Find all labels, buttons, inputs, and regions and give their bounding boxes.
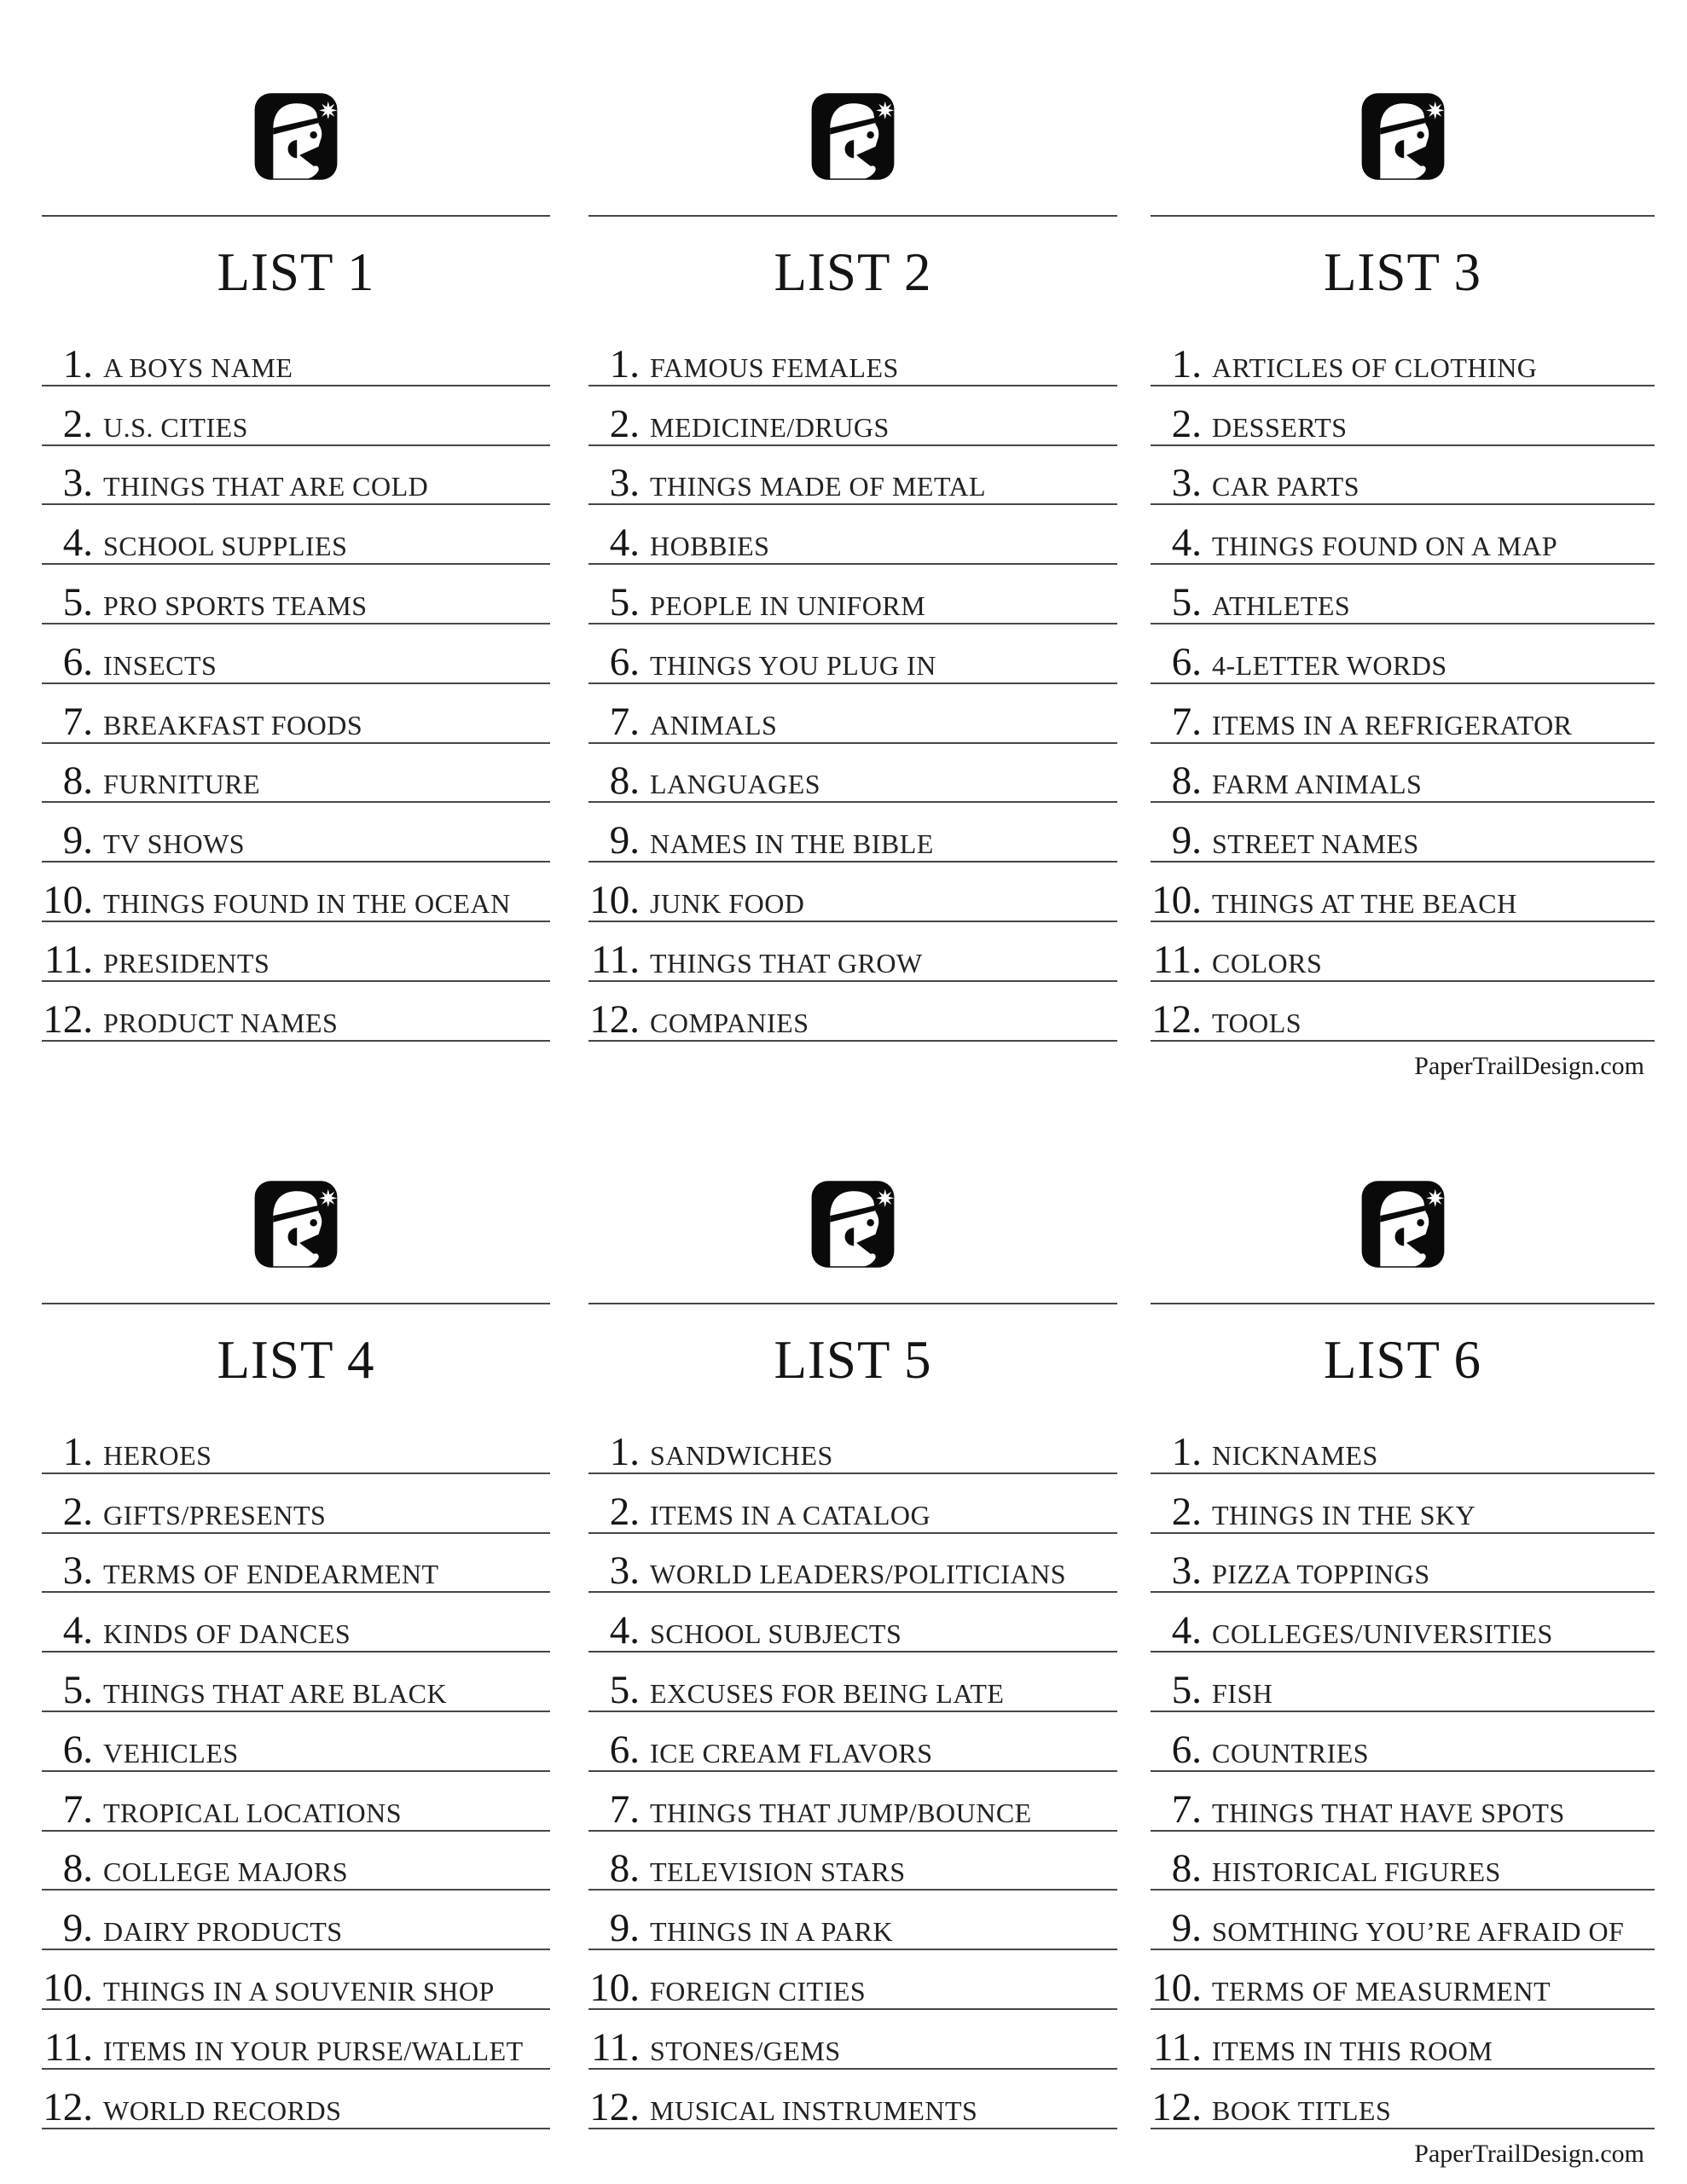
item-label: TOOLS — [1212, 1007, 1302, 1038]
item-number: 12. — [589, 996, 640, 1042]
list-item — [1151, 684, 1655, 744]
item-number: 12. — [1151, 996, 1202, 1042]
item-number: 11. — [590, 937, 640, 982]
item-number: 4. — [62, 520, 93, 566]
item-number: 12. — [1151, 2084, 1202, 2129]
item-label: KINDS OF DANCES — [103, 1618, 351, 1650]
list-item — [588, 1950, 1117, 2010]
list-card-3 — [1151, 0, 1655, 1081]
item-number: 9. — [609, 1906, 640, 1951]
list-item — [588, 1414, 1117, 1474]
item-number: 8. — [1171, 1846, 1202, 1891]
item-number: 1. — [62, 341, 93, 386]
list-item — [42, 2070, 550, 2129]
list-item — [1151, 2070, 1655, 2129]
item-label: WORLD RECORDS — [103, 2094, 342, 2126]
item-label: TELEVISION STARS — [650, 1856, 906, 1888]
item-label: DAIRY PRODUCTS — [103, 1916, 343, 1948]
item-number: 7. — [1171, 1786, 1202, 1832]
list-item — [42, 1414, 550, 1474]
item-number: 4. — [1171, 1608, 1202, 1653]
item-number: 7. — [609, 1786, 640, 1832]
list-item — [42, 1534, 550, 1594]
list-item — [42, 744, 550, 804]
list-item — [588, 2070, 1117, 2129]
list-item — [1151, 744, 1655, 804]
item-number: 4. — [1171, 520, 1202, 566]
item-number: 11. — [590, 2024, 640, 2070]
item-label: HISTORICAL FIGURES — [1212, 1856, 1501, 1888]
item-label: BREAKFAST FOODS — [103, 709, 363, 741]
item-number: 6. — [62, 639, 93, 684]
list-item — [1151, 386, 1655, 446]
list-items — [588, 327, 1117, 1042]
list-item — [42, 1474, 550, 1534]
list-item — [1151, 803, 1655, 863]
scattergories-face-logo-icon — [1353, 85, 1453, 188]
list-item — [588, 386, 1117, 446]
item-label: THINGS MADE OF METAL — [650, 471, 987, 502]
list-item — [1151, 446, 1655, 506]
divider-line — [588, 1303, 1117, 1304]
logo-wrap — [588, 85, 1117, 188]
item-label: TV SHOWS — [103, 828, 246, 860]
item-label: THINGS IN A SOUVENIR SHOP — [103, 1975, 495, 2007]
item-number: 11. — [43, 2024, 93, 2070]
item-number: 10. — [1151, 1965, 1202, 2010]
item-number: 4. — [62, 1608, 93, 1653]
list-item — [1151, 1593, 1655, 1653]
list-item — [1151, 1712, 1655, 1772]
item-number: 10. — [1151, 877, 1202, 922]
item-label: THINGS FOUND IN THE OCEAN — [103, 887, 511, 919]
item-number: 9. — [1171, 1906, 1202, 1951]
list-item — [588, 982, 1117, 1042]
item-number: 4. — [609, 1608, 640, 1653]
item-number: 2. — [62, 401, 93, 446]
list-item — [1151, 1772, 1655, 1832]
list-item — [42, 982, 550, 1042]
item-label: MEDICINE/DRUGS — [650, 411, 890, 443]
list-item — [1151, 327, 1655, 386]
list-item — [42, 1712, 550, 1772]
item-number: 1. — [609, 341, 640, 386]
item-number: 5. — [62, 1667, 93, 1712]
list-items — [42, 1414, 550, 2129]
item-label: THINGS THAT HAVE SPOTS — [1212, 1797, 1565, 1828]
item-label: ITEMS IN A CATALOG — [650, 1499, 931, 1531]
item-label: COLLEGE MAJORS — [103, 1856, 349, 1888]
list-item — [1151, 1414, 1655, 1474]
list-item — [588, 565, 1117, 624]
item-label: NICKNAMES — [1212, 1439, 1378, 1471]
list-item — [42, 1832, 550, 1891]
item-number: 6. — [609, 1727, 640, 1772]
item-label: EXCUSES FOR BEING LATE — [650, 1677, 1005, 1709]
item-number: 1. — [62, 1429, 93, 1474]
item-number: 9. — [609, 818, 640, 863]
list-item — [588, 1891, 1117, 1950]
list-item — [588, 624, 1117, 684]
logo-wrap — [1151, 1173, 1655, 1275]
logo-wrap — [42, 1173, 550, 1275]
item-number: 10. — [589, 877, 640, 922]
list-items — [588, 1414, 1117, 2129]
item-label: FURNITURE — [103, 769, 261, 800]
list-item — [1151, 505, 1655, 565]
item-number: 7. — [1171, 699, 1202, 744]
list-item — [42, 1653, 550, 1712]
item-number: 3. — [609, 1548, 640, 1594]
item-label: VEHICLES — [103, 1737, 239, 1769]
item-label: MUSICAL INSTRUMENTS — [650, 2094, 978, 2126]
item-number: 2. — [1171, 401, 1202, 446]
item-label: SCHOOL SUBJECTS — [650, 1618, 902, 1650]
item-label: GIFTS/PRESENTS — [103, 1499, 327, 1531]
item-number: 12. — [43, 2084, 93, 2129]
item-label: ITEMS IN YOUR PURSE/WALLET — [103, 2035, 524, 2066]
item-label: PRODUCT NAMES — [103, 1007, 339, 1038]
scattergories-face-logo-icon — [803, 1173, 903, 1275]
item-label: ITEMS IN A REFRIGERATOR — [1212, 709, 1573, 741]
item-label: COLLEGES/UNIVERSITIES — [1212, 1618, 1553, 1650]
list-card-1 — [42, 0, 550, 1042]
list-card-2 — [588, 0, 1117, 1042]
item-number: 11. — [43, 937, 93, 982]
item-number: 5. — [62, 579, 93, 624]
divider-line — [42, 215, 550, 217]
watermark-papertraildesign: PaperTrailDesign.com — [1414, 1051, 1644, 1080]
item-label: THINGS IN THE SKY — [1212, 1499, 1476, 1531]
list-item — [588, 446, 1117, 506]
list-item — [42, 803, 550, 863]
item-label: TROPICAL LOCATIONS — [103, 1797, 403, 1828]
lists-row-2 — [42, 1088, 1687, 2175]
item-label: JUNK FOOD — [650, 887, 805, 919]
item-label: CAR PARTS — [1212, 471, 1360, 502]
item-number: 3. — [1171, 1548, 1202, 1594]
list-items — [1151, 327, 1655, 1042]
item-label: COUNTRIES — [1212, 1737, 1370, 1769]
item-label: HEROES — [103, 1439, 212, 1471]
item-label: ICE CREAM FLAVORS — [650, 1737, 933, 1769]
logo-wrap — [42, 85, 550, 188]
item-label: THINGS THAT JUMP/BOUNCE — [650, 1797, 1032, 1828]
list-item — [42, 1772, 550, 1832]
item-label: TERMS OF ENDEARMENT — [103, 1559, 439, 1590]
list-item — [1151, 1891, 1655, 1950]
item-label: ARTICLES OF CLOTHING — [1212, 351, 1538, 383]
item-label: FARM ANIMALS — [1212, 769, 1423, 800]
item-number: 2. — [609, 401, 640, 446]
item-number: 1. — [1171, 1429, 1202, 1474]
item-number: 2. — [609, 1489, 640, 1534]
item-label: NAMES IN THE BIBLE — [650, 828, 934, 860]
list-title: LIST 3 — [1323, 242, 1482, 302]
item-number: 3. — [62, 461, 93, 506]
item-label: PRESIDENTS — [103, 947, 270, 979]
item-label: SOMTHING YOU’RE AFRAID OF — [1212, 1916, 1625, 1948]
item-label: U.S. CITIES — [103, 411, 248, 443]
item-label: THINGS FOUND ON A MAP — [1212, 531, 1558, 562]
list-item — [1151, 2010, 1655, 2070]
list-card-5 — [588, 1088, 1117, 2129]
item-label: FISH — [1212, 1677, 1273, 1709]
logo-wrap — [588, 1173, 1117, 1275]
item-number: 5. — [609, 1667, 640, 1712]
item-label: COMPANIES — [650, 1007, 809, 1038]
scattergories-face-logo-icon — [803, 85, 903, 188]
list-item — [42, 565, 550, 624]
list-title: LIST 6 — [1323, 1330, 1482, 1390]
list-item — [588, 744, 1117, 804]
list-item — [1151, 1832, 1655, 1891]
item-label: WORLD LEADERS/POLITICIANS — [650, 1559, 1067, 1590]
list-item — [42, 684, 550, 744]
list-title: LIST 1 — [217, 242, 375, 302]
list-card-6 — [1151, 1088, 1655, 2169]
item-label: ANIMALS — [650, 709, 778, 741]
list-item — [1151, 982, 1655, 1042]
item-number: 7. — [609, 699, 640, 744]
list-item — [588, 803, 1117, 863]
item-number: 12. — [43, 996, 93, 1042]
item-number: 7. — [62, 699, 93, 744]
item-label: PEOPLE IN UNIFORM — [650, 590, 926, 621]
item-number: 8. — [1171, 758, 1202, 804]
item-label: SANDWICHES — [650, 1439, 833, 1471]
item-number: 8. — [62, 1846, 93, 1891]
item-label: DESSERTS — [1212, 411, 1348, 443]
item-label: ATHLETES — [1212, 590, 1351, 621]
list-item — [42, 1593, 550, 1653]
list-item — [588, 1593, 1117, 1653]
list-item — [1151, 1534, 1655, 1594]
item-label: THINGS YOU PLUG IN — [650, 649, 936, 681]
lists-row-1 — [42, 0, 1687, 1088]
item-number: 3. — [1171, 461, 1202, 506]
list-item — [1151, 922, 1655, 982]
item-number: 2. — [62, 1489, 93, 1534]
item-label: A BOYS NAME — [103, 351, 293, 383]
list-item — [42, 922, 550, 982]
item-number: 11. — [1152, 937, 1202, 982]
list-item — [588, 863, 1117, 922]
item-number: 5. — [1171, 1667, 1202, 1712]
item-label: 4-LETTER WORDS — [1212, 649, 1447, 681]
list-item — [42, 863, 550, 922]
item-number: 9. — [1171, 818, 1202, 863]
item-number: 10. — [43, 1965, 93, 2010]
item-label: BOOK TITLES — [1212, 2094, 1392, 2126]
item-label: FAMOUS FEMALES — [650, 351, 899, 383]
list-item — [588, 1832, 1117, 1891]
list-item — [42, 327, 550, 386]
list-item — [588, 1474, 1117, 1534]
list-item — [42, 446, 550, 506]
item-number: 11. — [1152, 2024, 1202, 2070]
list-title: LIST 5 — [774, 1330, 932, 1390]
list-item — [42, 386, 550, 446]
list-item — [42, 624, 550, 684]
item-label: ITEMS IN THIS ROOM — [1212, 2035, 1493, 2066]
list-item — [1151, 624, 1655, 684]
item-number: 10. — [43, 877, 93, 922]
list-item — [42, 1950, 550, 2010]
item-number: 1. — [1171, 341, 1202, 386]
list-item — [1151, 1653, 1655, 1712]
list-item — [588, 1653, 1117, 1712]
item-label: FOREIGN CITIES — [650, 1975, 867, 2007]
item-number: 8. — [609, 758, 640, 804]
item-number: 6. — [62, 1727, 93, 1772]
list-item — [42, 2010, 550, 2070]
item-number: 9. — [62, 1906, 93, 1951]
list-item — [1151, 565, 1655, 624]
list-item — [1151, 1474, 1655, 1534]
item-number: 10. — [589, 1965, 640, 2010]
item-label: THINGS AT THE BEACH — [1212, 887, 1517, 919]
item-number: 8. — [62, 758, 93, 804]
item-number: 9. — [62, 818, 93, 863]
item-number: 7. — [62, 1786, 93, 1832]
list-card-4 — [42, 1088, 550, 2129]
list-item — [588, 1712, 1117, 1772]
divider-line — [1151, 215, 1655, 217]
divider-line — [588, 215, 1117, 217]
item-label: PIZZA TOPPINGS — [1212, 1559, 1430, 1590]
list-item — [1151, 1950, 1655, 2010]
list-items — [42, 327, 550, 1042]
list-item — [42, 1891, 550, 1950]
item-label: COLORS — [1212, 947, 1323, 979]
list-title: LIST 4 — [217, 1330, 375, 1390]
item-label: STREET NAMES — [1212, 828, 1419, 860]
item-number: 4. — [609, 520, 640, 566]
item-number: 2. — [1171, 1489, 1202, 1534]
item-number: 12. — [589, 2084, 640, 2129]
list-item — [588, 2010, 1117, 2070]
item-label: THINGS THAT GROW — [650, 947, 923, 979]
item-label: SCHOOL SUPPLIES — [103, 531, 348, 562]
list-item — [588, 327, 1117, 386]
divider-line — [1151, 1303, 1655, 1304]
item-label: INSECTS — [103, 649, 217, 681]
item-number: 1. — [609, 1429, 640, 1474]
list-item — [588, 1534, 1117, 1594]
scattergories-face-logo-icon — [1353, 1173, 1453, 1275]
divider-line — [42, 1303, 550, 1304]
list-item — [588, 684, 1117, 744]
list-item — [1151, 863, 1655, 922]
item-number: 6. — [609, 639, 640, 684]
item-number: 6. — [1171, 639, 1202, 684]
scattergories-face-logo-icon — [246, 1173, 346, 1275]
item-number: 3. — [62, 1548, 93, 1594]
item-label: STONES/GEMS — [650, 2035, 841, 2066]
item-label: HOBBIES — [650, 531, 770, 562]
item-number: 5. — [609, 579, 640, 624]
item-number: 6. — [1171, 1727, 1202, 1772]
item-label: THINGS THAT ARE BLACK — [103, 1677, 448, 1709]
item-number: 8. — [609, 1846, 640, 1891]
list-item — [42, 505, 550, 565]
logo-wrap — [1151, 85, 1655, 188]
list-title: LIST 2 — [774, 242, 932, 302]
item-number: 3. — [609, 461, 640, 506]
watermark-papertraildesign: PaperTrailDesign.com — [1414, 2139, 1644, 2168]
item-label: PRO SPORTS TEAMS — [103, 590, 368, 621]
scattergories-face-logo-icon — [246, 85, 346, 188]
item-label: THINGS IN A PARK — [650, 1916, 894, 1948]
list-item — [588, 1772, 1117, 1832]
item-label: THINGS THAT ARE COLD — [103, 471, 429, 502]
list-items — [1151, 1414, 1655, 2129]
item-label: LANGUAGES — [650, 769, 821, 800]
item-number: 5. — [1171, 579, 1202, 624]
list-item — [588, 505, 1117, 565]
list-item — [588, 922, 1117, 982]
item-label: TERMS OF MEASURMENT — [1212, 1975, 1551, 2007]
